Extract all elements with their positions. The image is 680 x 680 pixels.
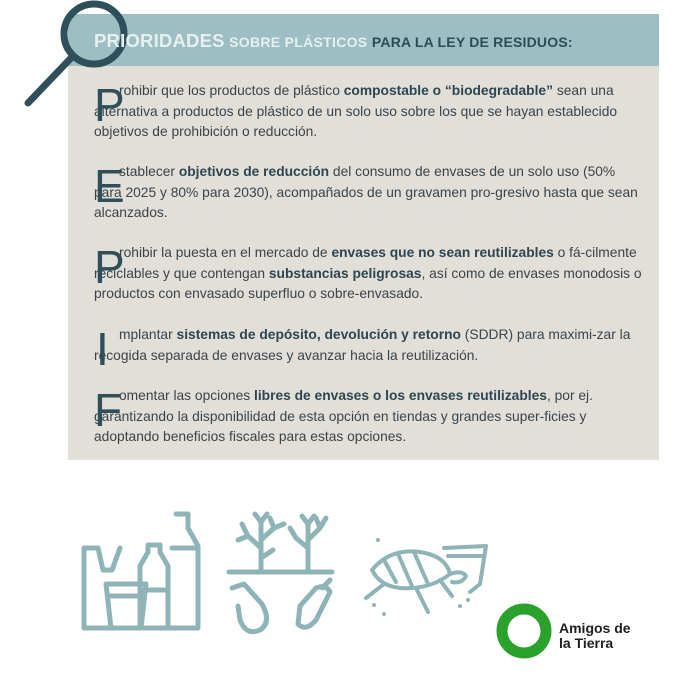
- drop-cap: F: [94, 384, 122, 436]
- drop-cap: E: [94, 160, 124, 212]
- drop-cap: P: [94, 79, 124, 131]
- item-text: rohibir que los productos de plástico compostable o “biodegradable” sean una alternativa a productos de plástico de un solo uso sobre los que se hayan establecido objetivos de prohibición o reducción.: [94, 83, 618, 139]
- item-text: rohibir la puesta en el mercado de envases que no sean reutilizables o fá-cilmente reciclables y que contengan substancias peligrosas, así como de envases monodosis o productos con envasado superfluo o sobre-envasado.: [94, 245, 642, 301]
- amigos-de-la-tierra-logo-icon: [502, 609, 546, 653]
- logo-line-2: la Tierra: [559, 635, 614, 651]
- turtle-plastic-icon: [366, 538, 486, 616]
- drop-cap: I: [96, 323, 108, 375]
- title-part-1: PRIORIDADES: [94, 30, 225, 51]
- logo-text: [559, 621, 631, 651]
- item-text: stablecer objetivos de reducción del consumo de envases de un solo uso (50% para 2025 y 80% para 2030), acompañados de un gravamen pro-gresivo hasta que sean alcanzados.: [94, 164, 638, 220]
- plastic-bag-bottles-icon: [84, 514, 198, 628]
- item-text: omentar las opciones libres de envases o los envases reutilizables, por ej. garantizando la disponibilidad de esta opción en tiendas y grandes super-ficies y adoptando beneficios fiscales para estas opciones.: [94, 388, 593, 444]
- trees-pollution-icon: [229, 514, 332, 632]
- item-text: mplantar sistemas de depósito, devolución y retorno (SDDR) para maximi-zar la recogida separada de envases y avanzar hacia la reutilización.: [94, 327, 631, 363]
- drop-cap: P: [94, 241, 124, 293]
- logo-line-1: Amigos de: [559, 620, 631, 636]
- title-part-3: PARA LA LEY DE RESIDUOS:: [371, 34, 573, 50]
- title-part-2: SOBRE PLÁSTICOS: [229, 34, 368, 50]
